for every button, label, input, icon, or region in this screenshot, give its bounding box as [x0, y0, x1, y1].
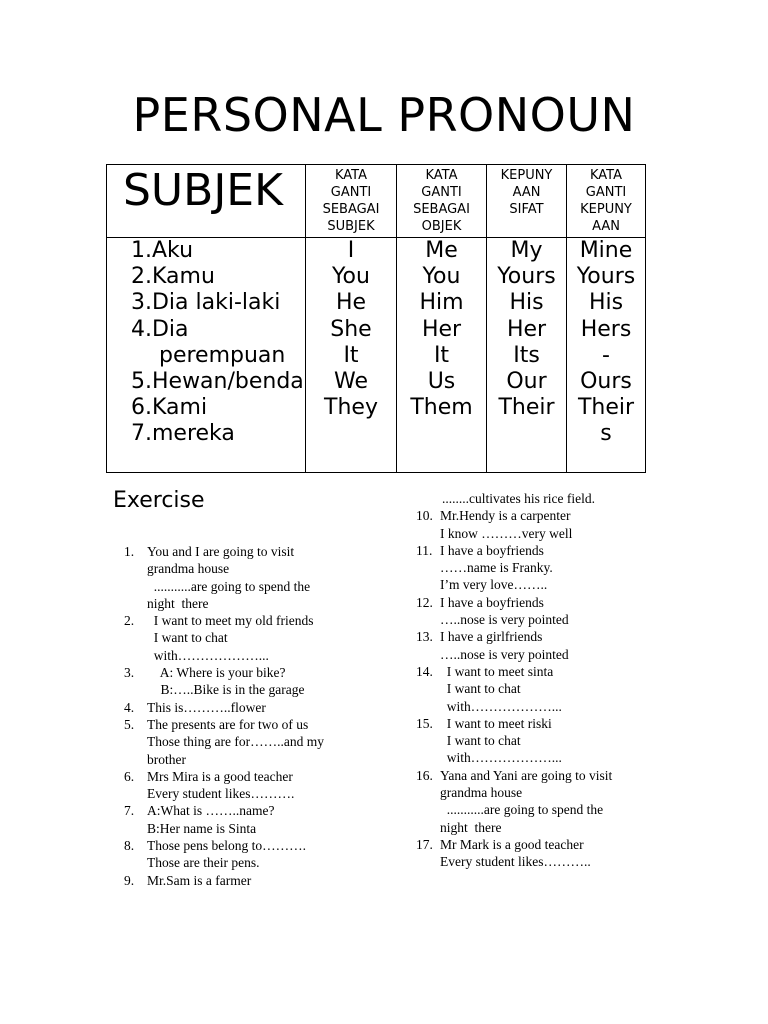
- exercise-number: 3.: [124, 665, 135, 681]
- exercise-line: I want to meet my old friends: [147, 613, 314, 629]
- exercise-number: 10.: [416, 508, 433, 524]
- exercise-item: [124, 802, 364, 837]
- exercise-item: [124, 872, 364, 889]
- table-header-row: [107, 165, 646, 238]
- exercise-line: You and I are going to visit: [147, 544, 295, 559]
- exercise-number: 13.: [416, 629, 433, 645]
- exercise-item: [124, 664, 364, 699]
- exercise-number: 4.: [124, 699, 135, 715]
- header-object-pronoun: KATA GANTI SEBAGAI OBJEK: [397, 165, 487, 238]
- exercise-line: night there: [440, 819, 502, 835]
- exercise-number: 17.: [416, 836, 433, 852]
- exercise-line: brother: [147, 751, 186, 767]
- exercise-line: B:Her name is Sinta: [147, 820, 257, 836]
- exercise-line: night there: [147, 595, 209, 611]
- exercise-item: [416, 767, 656, 836]
- list-item: 5.Hewan/benda: [131, 369, 304, 395]
- exercise-line: …..nose is very pointed: [440, 612, 569, 628]
- exercise-line: with………………...: [440, 698, 562, 714]
- exercise-line: ...........are going to spend the: [147, 578, 311, 594]
- exercise-line: B:…..Bike is in the garage: [147, 682, 305, 698]
- exercise-item: [416, 663, 656, 715]
- list-item: 6.Kami: [131, 395, 208, 421]
- exercise-number: 15.: [416, 715, 433, 731]
- exercise-item: [416, 542, 656, 594]
- exercise-line: I want to chat: [440, 733, 521, 749]
- exercise-number: 7.: [124, 803, 135, 819]
- possessive-pronoun-column: Mine Yours His Hers - Ours Their s: [567, 238, 646, 473]
- exercise-number: 9.: [124, 872, 135, 888]
- page-title: PERSONAL PRONOUN: [132, 88, 636, 142]
- exercise-number: 12.: [416, 594, 433, 610]
- exercise-number: 14.: [416, 663, 433, 679]
- exercise-item: [124, 837, 364, 872]
- exercise-number: 2.: [124, 613, 135, 629]
- exercise-line: Mr.Hendy is a carpenter: [440, 508, 571, 524]
- list-item: 1.Aku: [131, 238, 194, 263]
- exercise-item: [416, 836, 656, 871]
- exercise-line: I have a boyfriends: [440, 594, 544, 610]
- header-possessive-pronoun: KATA GANTI KEPUNY AAN: [567, 165, 646, 238]
- exercise-line: I want to chat: [147, 630, 228, 646]
- exercise-number: 8.: [124, 838, 135, 854]
- exercise-list-right: [416, 490, 656, 871]
- exercise-number: 6.: [124, 768, 135, 784]
- exercise-line: …..nose is very pointed: [440, 646, 569, 662]
- exercise-line: grandma house: [440, 785, 523, 801]
- exercise-item: [416, 507, 656, 542]
- exercise-line: I’m very love……..: [440, 577, 548, 593]
- exercise-item: [416, 628, 656, 663]
- exercise-line: Those thing are for……..and my: [147, 734, 324, 750]
- subjek-header: SUBJEK: [107, 165, 306, 238]
- exercise-number: 11.: [416, 542, 433, 558]
- list-item: 2.Kamu: [131, 264, 215, 290]
- exercise-item: [124, 612, 364, 664]
- pronoun-table: [106, 164, 646, 473]
- exercise-line: I have a boyfriends: [440, 542, 544, 558]
- exercise-number: 5.: [124, 716, 135, 732]
- exercise-line: Every student likes……….: [147, 786, 295, 802]
- exercise-item: [124, 699, 364, 716]
- exercise-line: Mr.Sam is a farmer: [147, 872, 252, 888]
- exercise-line: The presents are for two of us: [147, 716, 309, 732]
- exercise-line: with………………...: [440, 750, 562, 766]
- exercise-line: ...........are going to spend the: [440, 802, 604, 818]
- exercise-line: Mrs Mira is a good teacher: [147, 768, 293, 784]
- list-item: 4.Dia perempuan: [131, 316, 286, 368]
- exercise-line: Those are their pens.: [147, 855, 260, 871]
- exercise-line: I know ………very well: [440, 525, 573, 541]
- exercise-line: I want to chat: [440, 681, 521, 697]
- exercise-item: [416, 715, 656, 767]
- exercise-list-left: [124, 543, 364, 889]
- subject-list-cell: [107, 238, 306, 473]
- exercise-line: I have a girlfriends: [440, 629, 543, 645]
- exercise-line: with………………...: [147, 647, 269, 663]
- possessive-adjective-column: My Yours His Her Its Our Their: [487, 238, 567, 473]
- exercise-number: 1.: [124, 544, 135, 559]
- exercise-item: [416, 594, 656, 629]
- exercise-item: [124, 768, 364, 803]
- exercise-line: A: Where is your bike?: [147, 665, 286, 681]
- table-body-row: [107, 238, 646, 473]
- exercise-line: ……name is Franky.: [440, 560, 553, 576]
- exercise-line: A:What is ……..name?: [147, 803, 275, 819]
- exercise-line: Those pens belong to……….: [147, 838, 306, 854]
- exercise-line: Yana and Yani are going to visit: [440, 767, 613, 783]
- exercise-line: I want to meet riski: [440, 715, 552, 731]
- exercise-line: grandma house: [147, 561, 230, 577]
- exercise-line: Mr Mark is a good teacher: [440, 836, 584, 852]
- subject-pronoun-column: I You He She It We They: [306, 238, 397, 473]
- exercise-item: [124, 543, 364, 612]
- subject-list: [107, 238, 305, 448]
- exercise-number: 16.: [416, 767, 433, 783]
- exercise-line: Every student likes………..: [440, 854, 591, 870]
- exercise-heading: Exercise: [113, 488, 205, 513]
- header-possessive-adjective: KEPUNY AAN SIFAT: [487, 165, 567, 238]
- exercise-line: This is………..flower: [147, 699, 266, 715]
- list-item: 7.mereka: [131, 421, 235, 447]
- exercise-line: I want to meet sinta: [440, 663, 554, 679]
- object-pronoun-column: Me You Him Her It Us Them: [397, 238, 487, 473]
- list-item: 3.Dia laki-laki: [131, 290, 281, 316]
- exercise-continuation: ........cultivates his rice field.: [442, 491, 595, 506]
- exercise-item: [124, 716, 364, 768]
- header-subject-pronoun: KATA GANTI SEBAGAI SUBJEK: [306, 165, 397, 238]
